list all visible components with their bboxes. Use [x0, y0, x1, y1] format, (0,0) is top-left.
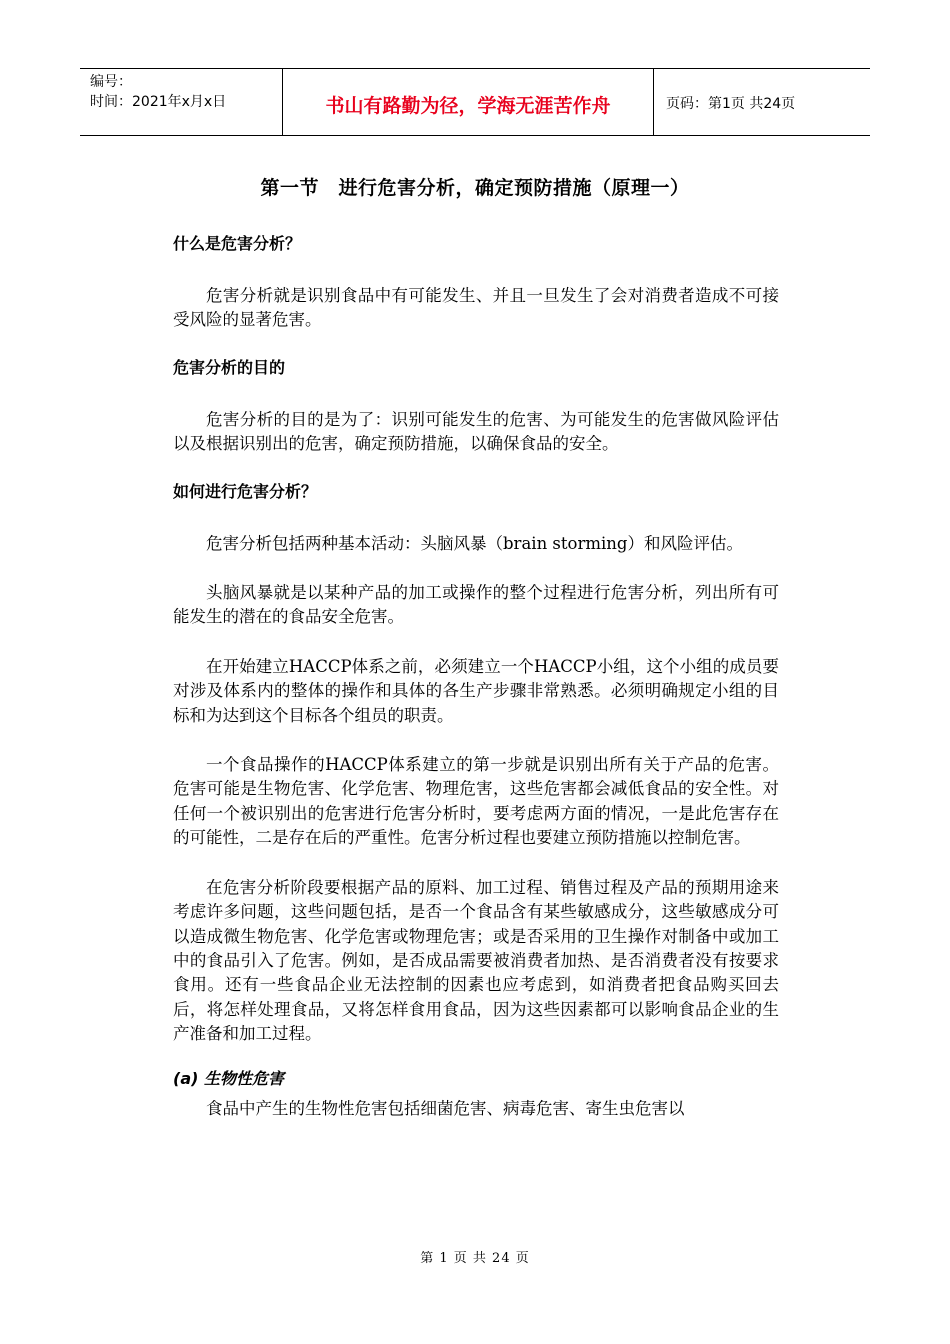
paragraph-biological-hazards: 食品中产生的生物性危害包括细菌危害、病毒危害、寄生虫危害以	[206, 1098, 685, 1118]
paragraph-purpose: 危害分析的目的是为了：识别可能发生的危害、为可能发生的危害做风险评估以及根据识别出的危害，确定预防措施，以确保食品的安全。	[173, 409, 779, 454]
page-header	[80, 68, 870, 136]
heading-how-to: 如何进行危害分析？	[173, 481, 318, 501]
header-page-info: 页码：第1页 共24页	[666, 96, 796, 112]
page-footer: 第 1 页 共 24 页	[420, 1251, 530, 1266]
paragraph-identify-hazards: 一个食品操作的HACCP体系建立的第一步就是识别出所有关于产品的危害。危害可能是生物危害、化学危害、物理危害，这些危害都会减低食品的安全性。对任何一个被识别出的危害进行危害分析时，要考虑两方面的情况，一是此危害存在的可能性，二是存在后的严重性。危害分析过程也要建立预防措施以控制危害。	[173, 755, 779, 848]
header-motto: 书山有路勤为径，学海无涯苦作舟	[282, 69, 654, 135]
section-title: 第一节 进行危害分析，确定预防措施（原理一）	[260, 177, 690, 199]
header-meta	[80, 69, 282, 135]
paragraph-activities: 危害分析包括两种基本活动：头脑风暴（brain storming）和风险评估。	[206, 533, 743, 553]
serial-number-label: 编号：	[90, 74, 132, 90]
paragraph-brainstorming: 头脑风暴就是以某种产品的加工或操作的整个过程进行危害分析，列出所有可能发生的潜在的食品安全危害。	[173, 583, 779, 627]
paragraph-definition: 危害分析就是识别食品中有可能发生、并且一旦发生了会对消费者造成不可接受风险的显著危害。	[173, 286, 779, 330]
paragraph-haccp-team: 在开始建立HACCP体系之前，必须建立一个HACCP小组，这个小组的成员要对涉及体系内的整体的操作和具体的各生产步骤非常熟悉。必须明确规定小组的目标和为达到这个目标各个组员的职责。	[173, 656, 779, 725]
heading-purpose: 危害分析的目的	[173, 357, 286, 377]
heading-what-is-hazard-analysis: 什么是危害分析？	[173, 234, 302, 253]
heading-biological-hazards: (a) 生物性危害	[173, 1068, 284, 1088]
document-body	[173, 232, 779, 1121]
paragraph-considerations: 在危害分析阶段要根据产品的原料、加工过程、销售过程及产品的预期用途来考虑许多问题，这些问题包括，是否一个食品含有某些敏感成分，这些敏感成分可以造成微生物危害、化学危害或物理危害；或是否采用的卫生操作对制备中或加工中的食品引入了危害。例如，是否成品需要被消费者加热、是否消费者没有按要求食用。还有一些食品企业无法控制的因素也应考虑到，如消费者把食品购买回去后，将怎样处理食品，又将怎样食用食品，因为这些因素都可以影响食品企业的生产准备和加工过程。	[173, 877, 779, 1044]
date-line: 时间：2021年x月x日	[90, 94, 227, 110]
